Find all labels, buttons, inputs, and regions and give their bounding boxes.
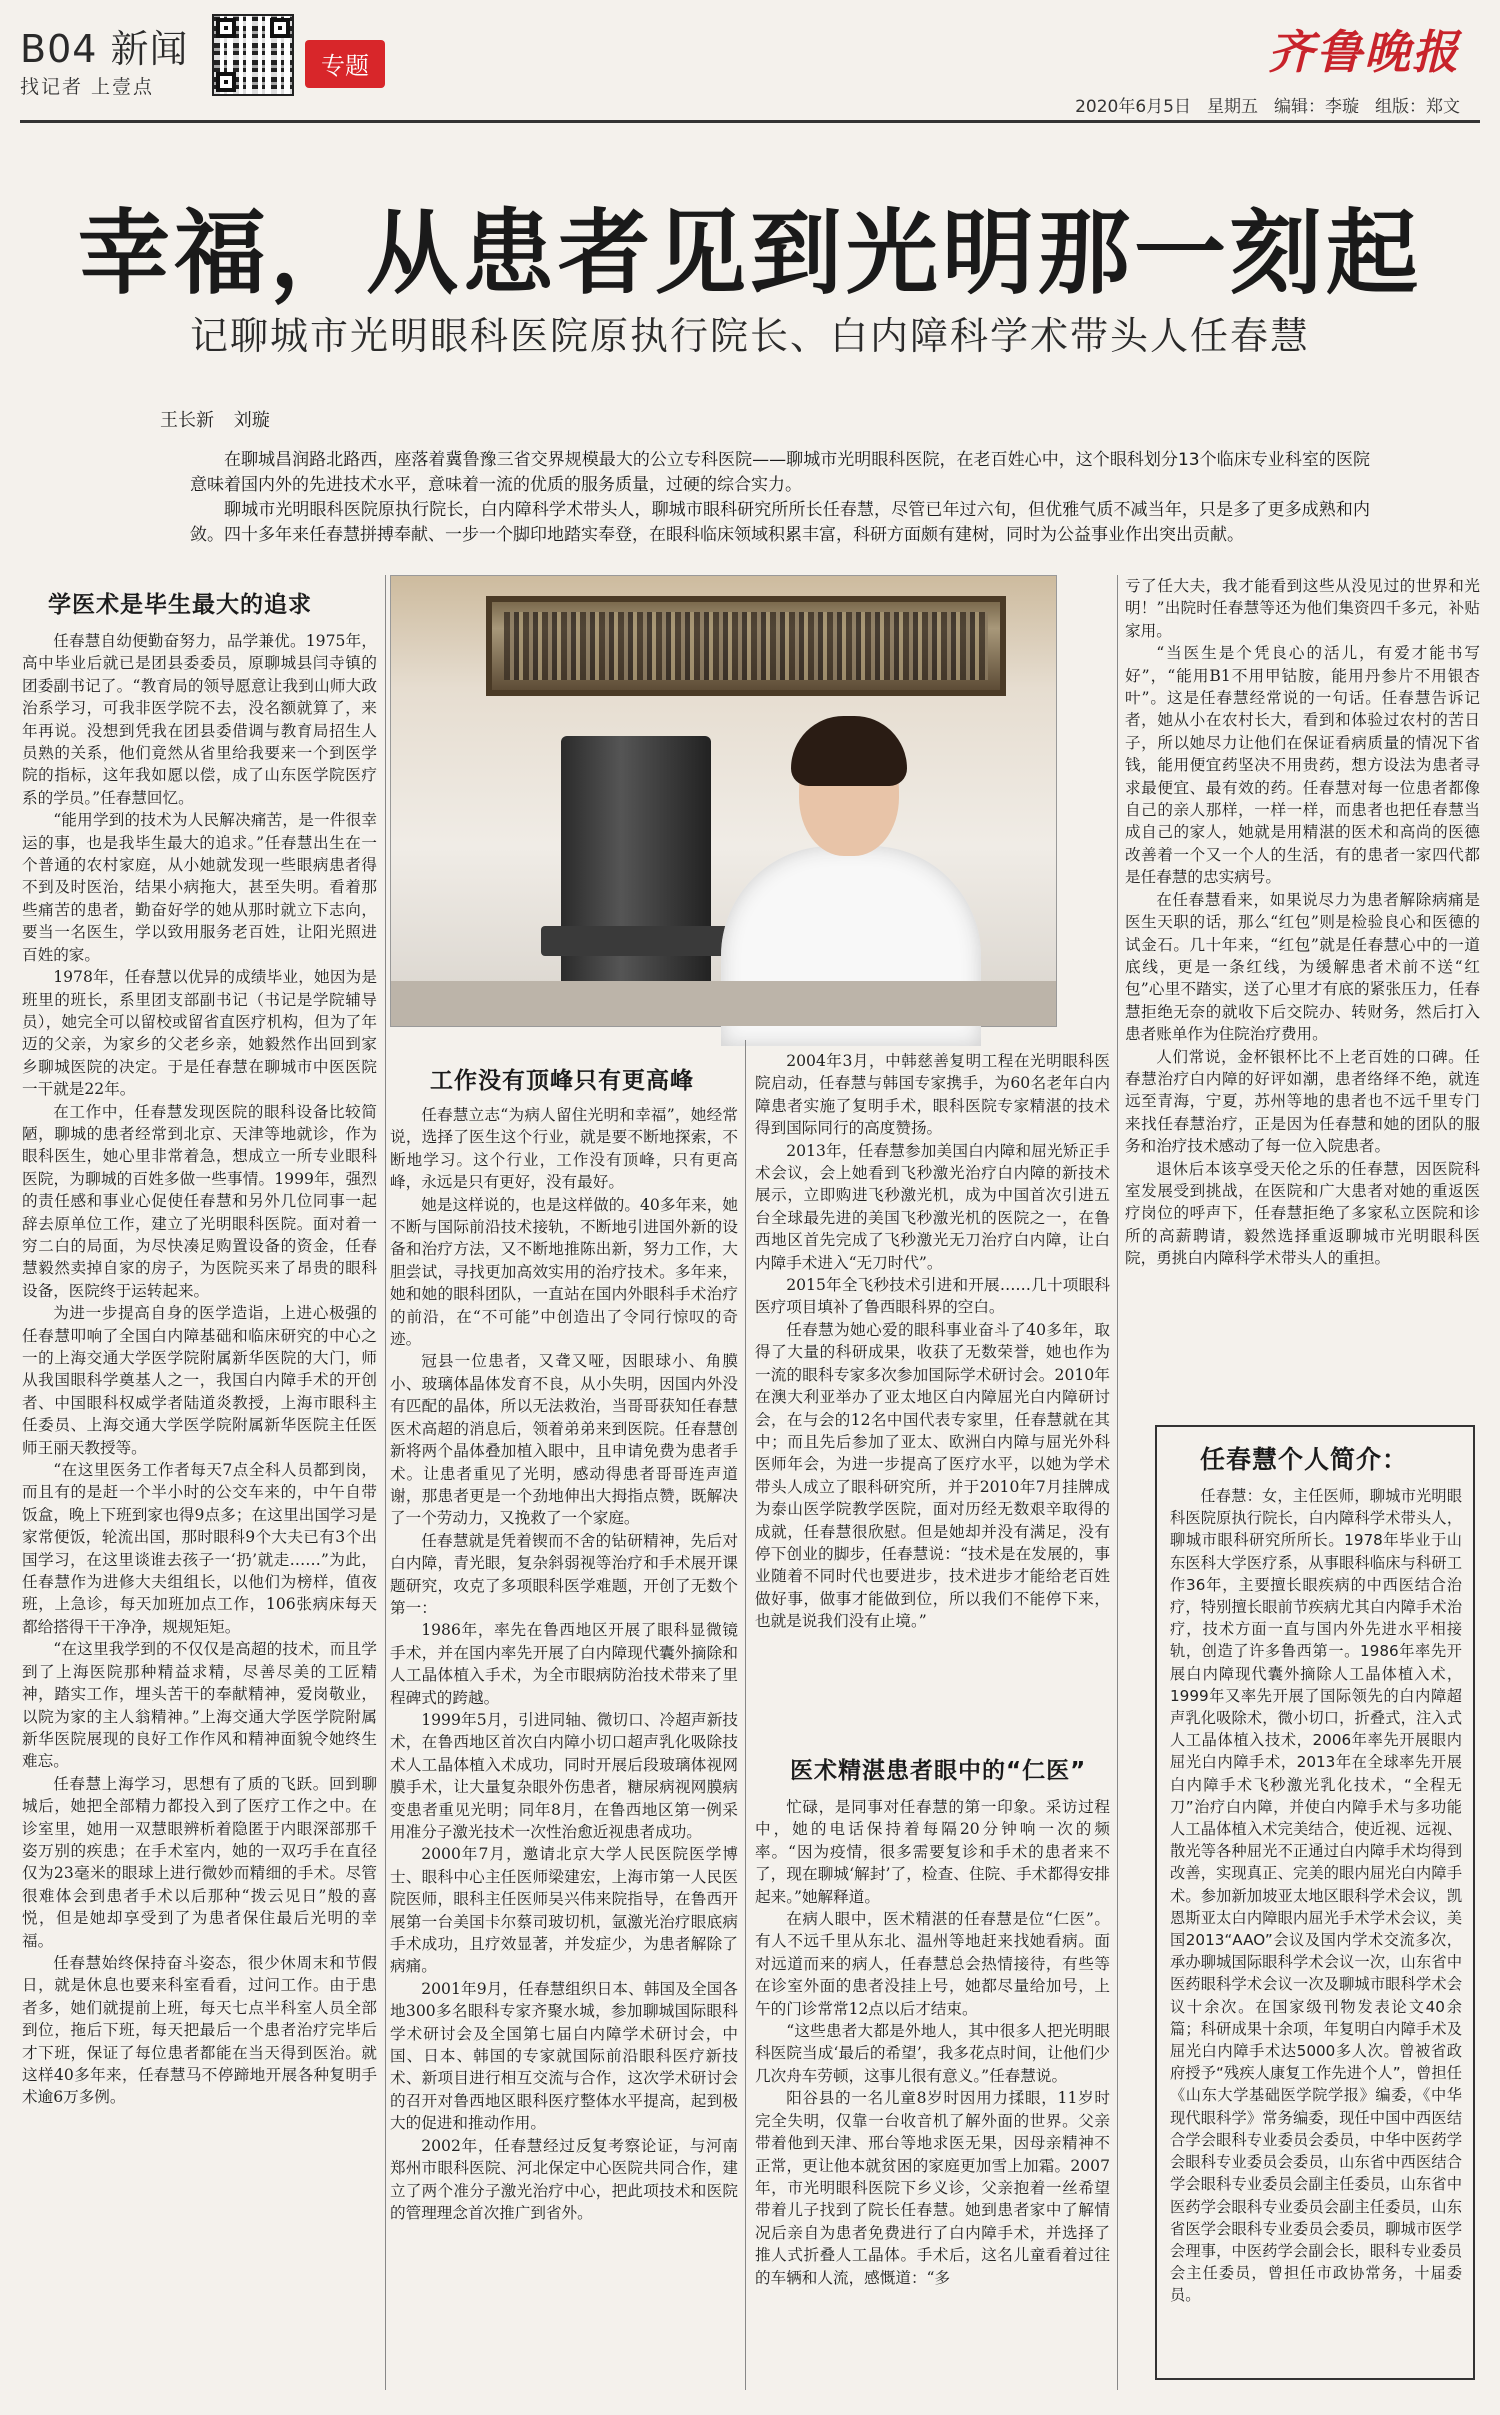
article-title: 幸福，从患者见到光明那一刻起 [77,200,1422,307]
column-3-bottom [755,1796,1110,2390]
paragraph: 2001年9月，任春慧组织日本、韩国及全国各地300多名眼科专家齐聚水城，参加聊城国际眼科学术研讨会及全国第七届白内障学术研讨会，中国、日本、韩国的专家就国际前沿眼科医疗新技术、新项目进行相互交流与合作，这次学术研讨会的召开对鲁西地区眼科医疗整体水平提高，起到极大的促进和推动作用。 [390,1979,738,2133]
paragraph: “在这里医务工作者每天7点全科人员都到岗，而且有的是赶一个半小时的公交车来的，中午自带饭盒，晚上下班到家也得9点多；在这里出国学习是家常便饭，轮流出国，那时眼科9个大夫已有3个出国学习，在这里谈谁去孩子一‘扔’就走……”为此，任春慧作为进修大夫组组长，以他们为榜样，值夜班，上急诊，每天加班加点工作，106张病床每天都给搭得干干净净，规规矩矩。 [22,1461,377,1636]
column-1 [22,630,377,2390]
dateline [1059,92,1460,117]
paragraph: 忙碌，是同事对任春慧的第一印象。采访过程中，她的电话保持着每隔20分钟响一次的频率。“因为疫情，很多需要复诊和手术的患者来不了，现在聊城‘解封’了，检查、住院、手术都得安排起来。”她解释道。 [755,1798,1110,1906]
paragraph: 亏了任大夫，我才能看到这些从没见过的世界和光明！”出院时任春慧等还为他们集资四千多元，补贴家用。 [1125,577,1480,640]
column-3-top [755,1050,1110,1631]
paragraph: 在任春慧看来，如果说尽力为患者解除病痛是医生天职的话，那么“红包”则是检验良心和医德的试金石。几十年来，“红包”就是任春慧心中的一道底线，更是一条红线，为缓解患者术前不送“红包”心里不踏实，送了心里才有底的紧张压力，任春慧拒绝无奈的就收下后交院办、转财务，然后打入患者账单作为住院治疗费用。 [1125,890,1480,1044]
paragraph: 在工作中，任春慧发现医院的眼科设备比较简陋，聊城的患者经常到北京、天津等地就诊，作为眼科医生，她心里非常着急，想成立一所专业眼科医院，为聊城的百姓多做一些事情。1999年，强烈的责任感和事业心促使任春慧和另外几位同事一起辞去原单位工作，建立了光明眼科医院。面对着一穷二白的局面，为尽快凑足购置设备的资金，任春慧毅然卖掉自家的房子，为医院买来了昂贵的眼科设备，医院终于运转起来。 [22,1102,377,1300]
paragraph: 人们常说，金杯银杯比不上老百姓的口碑。任春慧治疗白内障的好评如潮，患者络绎不绝，就连远至青海，宁夏，苏州等地的患者也不远千里专门来找任春慧治疗，正是因为任春慧和她的团队的服务和治疗技术感动了每一位入院患者。 [1125,1047,1480,1156]
page-number: B04 新闻 [20,27,189,71]
paragraph: 阳谷县的一名儿童8岁时因用力揉眼，11岁时完全失明，仅靠一台收音机了解外面的世界。父亲带着他到天津、邢台等地求医无果，因母亲精神不正常，更让他本就贫困的家庭更加雪上加霜。2007年，市光明眼科医院下乡义诊，父亲抱着一丝希望带着儿子找到了院长任春慧。她到患者家中了解情况后亲自为患者免费进行了白内障手术，并选择了推人式折叠人工晶体。手术后，这名儿童看着过往的车辆和人流，感慨道：“多 [755,2089,1110,2287]
paragraph: 任春慧自幼便勤奋努力，品学兼优。1975年，高中毕业后就已是团县委委员，原聊城县闫寺镇的团委副书记了。“教育局的领导愿意让我到山师大政治系学习，可我非医学院不去，没名额就算了，来年再说。没想到凭我在团县委借调与教育局招生人员熟的关系，他们竟然从省里给我要来一个到医学院的指标，这年我如愿以偿，成了山东医学院医疗系的学员。”任春慧回忆。 [22,632,377,807]
profile-heading: 任春慧个人简介： [1200,1445,1409,1474]
paragraph: 任春慧就是凭着锲而不舍的钻研精神，先后对白内障，青光眼，复杂斜弱视等治疗和手术展开课题研究，攻克了多项眼科医学难题，开创了无数个第一： [390,1531,738,1617]
newspaper-logo: 齐鲁晚报 [1268,25,1460,79]
paragraph: 任春慧上海学习，思想有了质的飞跃。回到聊城后，她把全部精力都投入到了医疗工作之中。在诊室里，她用一双慧眼辨析着隐匿于内眼深部那千姿万别的疾患；在手术室内，她的一双巧手在直径仅为23毫米的眼球上进行微妙而精细的手术。尽管很难体会到患者手术以后那种“拨云见日”般的喜悦，但是她却享受到了为患者保住最后光明的幸福。 [22,1774,377,1950]
paragraph: 她是这样说的，也是这样做的。40多年来，她不断与国际前沿技术接轨，不断地引进国外新的设备和治疗方法，又不断地推陈出新，努力工作，大胆尝试，寻找更加高效实用的治疗技术。多年来，她和她的眼科团队，一直站在国内外眼科手术治疗的前沿，在“不可能”中创造出了令同行惊叹的奇迹。 [390,1195,738,1349]
column-divider [1117,575,1118,2390]
paragraph: “在这里我学到的不仅仅是高超的技术，而且学到了上海医院那种精益求精，尽善尽美的工匠精神，踏实工作，埋头苦干的奉献精神，爱岗敬业，以院为家的主人翁精神。”上海交通大学医学院附属新华医院展现的良好工作作风和精神面貌令她终生难忘。 [22,1640,377,1771]
section-heading: 医术精湛患者眼中的“仁医” [790,1758,1087,1784]
column-divider [745,1040,746,2390]
paragraph: 在病人眼中，医术精湛的任春慧是位“仁医”。有人不远千里从东北、温州等地赶来找她看病。面对远道而来的病人，任春慧总会热情接待，有些等在诊室外面的患者没挂上号，她都尽量给加号，上午的门诊常常12点以后才结束。 [755,1910,1110,2018]
date: 2020年6月5日 [1075,97,1191,117]
paragraph: “能用学到的技术为人民解决痛苦，是一件很幸运的事，也是我毕生最大的追求。”任春慧出生在一个普通的农村家庭，从小她就发现一些眼病患者得不到及时医治，结果小病拖大，甚至失明。看着那些痛苦的患者，勤奋好学的她从那时就立下志向，要当一名医生，学以致用服务老百姓，让阳光照进百姓的家。 [22,811,377,964]
editor: 编辑：李璇 [1274,97,1359,117]
column-4 [1125,575,1480,1375]
qr-code-icon[interactable] [212,14,294,96]
column-divider [385,575,386,2390]
paragraph: 冠县一位患者，又聋又哑，因眼球小、角膜小、玻璃体晶体发育不良，从小失明，因国内外没有匹配的晶体，所以无法救治，当哥哥获知任春慧医术高超的消息后，领着弟弟来到医院。任春慧创新将两个晶体叠加植入眼中，且申请免费为患者手术。让患者重见了光明，感动得患者哥哥连声道谢，那患者更是一个劲地伸出大拇指点赞，既解决了一个劳动力，又挽救了一个家庭。 [390,1352,738,1528]
paragraph: 任春慧为她心爱的眼科事业奋斗了40多年，取得了大量的科研成果，收获了无数荣誉，她也作为一流的眼科专家多次参加国际学术研讨会。2010年在澳大利亚举办了亚太地区白内障屈光白内障研讨会，在与会的12名中国代表专家里，任春慧就在其中；而且先后参加了亚太、欧洲白内障与屈光外科医师年会，为进一步提高了医疗水平，以她为学术带头人成立了眼科研究所，并于2010年7月挂牌成为泰山医学院教学医院，面对历经无数艰辛取得的成就，任春慧很欣慰。但是她却并没有满足，没有停下创业的脚步，任春慧说：“技术是在发展的，事业随着不同时代也要进步，技术进步才能给老百姓做好事，做事才能做到位，所以我们不能停下来，也就是说我们没有止境。” [755,1320,1110,1631]
lede [190,448,1370,548]
weekday: 星期五 [1207,97,1258,117]
paragraph: 1999年5月，引进同轴、微切口、冷超声新技术，在鲁西地区首次白内障小切口超声乳化吸除技术人工晶体植入术成功，同时开展后段玻璃体视网膜手术，让大量复杂眼外伤患者，糖尿病视网膜病变患者重见光明；同年8月，在鲁西地区第一例采用准分子激光技术一次性治愈近视患者成功。 [390,1710,738,1841]
paragraph: 1978年，任春慧以优异的成绩毕业，她因为是班里的班长，系里团支部副书记（书记是学院辅导员），她完全可以留校或留省直医疗机构，但为了年迈的父亲，为家乡的父老乡亲，她毅然作出回到家乡聊城医院的决定。于是任春慧在聊城市中医医院一干就是22年。 [22,968,377,1099]
section-name: 新闻 [110,27,189,71]
paragraph: “当医生是个凭良心的活儿，有爱才能书写好”，“能用B1不用甲钴胺，能用丹参片不用银杏叶”。这是任春慧经常说的一句话。任春慧告诉记者，她从小在农村长大，看到和体验过农村的苦日子，所以她尽力让他们在保证看病质量的情况下省钱，能用便宜药坚决不用贵药，想方设法为患者寻求最便宜、最有效的药。任春慧对每一位患者都像自己的亲人那样，一样一样，而患者也把任春慧当成自己的家人，她就是用精湛的医术和高尚的医德改善着一个又一个人的生活，有的患者一家四代都是任春慧的忠实病号。 [1125,644,1480,887]
paragraph: 2000年7月，邀请北京大学人民医院医学博士、眼科中心主任医师梁建宏，上海市第一人民医院医师，眼科主任医师吴兴伟来院指导，在鲁西开展第一台美国卡尔蔡司玻切机，氩激光治疗眼底病手术成功，且疗效显著，并发症少，为患者解除了病痛。 [390,1845,738,1976]
paragraph: 2004年3月，中韩慈善复明工程在光明眼科医院启动，任春慧与韩国专家携手，为60名老年白内障患者实施了复明手术，眼科医院专家精湛的技术得到国际同行的高度赞扬。 [755,1052,1110,1138]
profile-text [1170,1485,1462,2365]
paragraph: 任春慧立志“为病人留住光明和幸福”，她经常说，选择了医生这个行业，就是要不断地探索，不断地学习。这个行业，工作没有顶峰，只有更高峰，永远是只有更好，没有最好。 [390,1106,738,1192]
layout-editor: 组版：郑文 [1375,97,1460,117]
paragraph: 退休后本该享受天伦之乐的任春慧，因医院科室发展受到挑战，在医院和广大患者对她的重返医疗岗位的呼声下，任春慧拒绝了多家私立医院和诊所的高薪聘请，毅然选择重返聊城市光明眼科医院，勇挑白内障科学术带头人的重担。 [1125,1159,1480,1268]
paragraph: 任春慧：女，主任医师，聊城市光明眼科医院原执行院长，白内障科学术带头人，聊城市眼科研究所所长。1978年毕业于山东医科大学医疗系，从事眼科临床与科研工作36年，主要擅长眼疾病的中西医结合治疗，特别擅长眼前节疾病尤其白内障手术治疗，技术方面一直与国内外先进水平相接轨，创造了许多鲁西第一。1986年率先开展白内障现代囊外摘除人工晶体植入术，1999年又率先开展了国际领先的白内障超声乳化吸除术，微小切口，折叠式，注入式人工晶体植入技术，2006年率先开展眼内屈光白内障手术，2013年在全球率先开展白内障手术飞秒激光乳化技术，“全程无刀”治疗白内障，并使白内障手术与多功能人工晶体植入术完美结合，使近视、远视、散光等各种屈光不正通过白内障手术均得到改善，实现真正、完美的眼内屈光白内障手术。参加新加坡亚太地区眼科学术会议，凯恩斯亚太白内障眼内屈光手术学术会议，美国2013“AAO”会议及国内学术交流多次，承办聊城国际眼科学术会议一次，山东省中医药眼科学术会议一次及聊城市眼科学术会议十余次。在国家级刊物发表论文40余篇；科研成果十余项，年复明白内障手术及屈光白内障手术达5000多人次。曾被省政府授予“残疾人康复工作先进个人”，曾担任《山东大学基础医学院学报》编委，《中华现代眼科学》常务编委，现任中国中西医结合学会眼科专业委员会委员，中华中医药学会眼科专业委员会委员，山东省中西医结合学会眼科专业委员会副主任委员，山东省中医药学会眼科专业委员会副主任委员，山东省医学会眼科专业委员会委员，聊城市医学会理事，中医药学会副会长，眼科专业委员会主任委员，曾担任市政协常务，十届委员。 [1170,1487,1462,2305]
paragraph: “这些患者大都是外地人，其中很多人把光明眼科医院当成‘最后的希望’，我多花点时间，让他们少几次舟车劳顿，这事儿很有意义。”任春慧说。 [755,2022,1110,2085]
paragraph: 2015年全飞秒技术引进和开展……几十项眼科医疗项目填补了鲁西眼科界的空白。 [755,1276,1110,1317]
paragraph: 2013年，任春慧参加美国白内障和屈光矫正手术会议，会上她看到飞秒激光治疗白内障的新技术展示，立即购进飞秒激光机，成为中国首次引进五台全球最先进的美国飞秒激光机的医院之一，在鲁西地区首先完成了飞秒激光无刀治疗白内障，让白内障手术进入“无刀时代”。 [755,1141,1110,1272]
lede-paragraph: 聊城市光明眼科医院原执行院长，白内障科学术带头人，聊城市眼科研究所所长任春慧，尽管已年过六旬，但优雅气质不减当年，只是多了更多成熟和内敛。四十多年来任春慧拼搏奉献、一步一个脚印地踏实奉登，在眼科临床领域积累丰富，科研方面颇有建树，同时为公益事业作出突出贡献。 [190,500,1370,545]
section-heading: 工作没有顶峰只有更高峰 [430,1068,694,1094]
lede-paragraph: 在聊城昌润路北路西，座落着冀鲁豫三省交界规模最大的公立专科医院——聊城市光明眼科医院，在老百姓心中，这个眼科划分13个临床专业科室的医院意味着国内外的先进技术水平，意味着一流的优质的服务质量，过硬的综合实力。 [190,450,1370,495]
header-slogan: 找记者 上壹点 [20,76,155,98]
article-subtitle: 记聊城市光明眼科医院原执行院长、白内障科学术带头人任春慧 [189,314,1310,358]
section-heading: 学医术是毕生最大的追求 [48,592,312,618]
portrait-photo [390,575,1057,1027]
paragraph: 1986年，率先在鲁西地区开展了眼科显微镜手术，并在国内率先开展了白内障现代囊外摘除和人工晶体植入手术，为全市眼病防治技术带来了里程碑式的跨越。 [390,1621,738,1707]
paragraph: 为进一步提高自身的医学造诣，上进心极强的任春慧叩响了全国白内障基础和临床研究的中心之一的上海交通大学医学院附属新华医院的大门，师从我国眼科学奠基人之一，我国白内障手术的开创者、中国眼科权威学者陆道炎教授，上海市眼科主任委员、上海交通大学医学院附属新华医院主任医师王丽天教授等。 [22,1304,377,1457]
paragraph: 任春慧始终保持奋斗姿态，很少休周末和节假日，就是休息也要来科室看看，过问工作。由于患者多，她们就提前上班，每天七点半科室人员全部到位，拖后下班，每天把最后一个患者治疗完毕后才下班，保证了每位患者都能在当天得到医治。就这样40多年来，任春慧马不停蹄地开展各种复明手术逾6万多例。 [22,1953,377,2107]
column-2 [390,1104,738,2389]
paragraph: 2002年，任春慧经过反复考察论证，与河南郑州市眼科医院、河北保定中心医院共同合作，建立了两个准分子激光治疗中心，把此项技术和医院的管理理念首次推广到省外。 [390,2136,738,2222]
topic-tag: 专题 [305,40,385,88]
header-divider [20,120,1480,123]
byline: 王长新 刘璇 [160,410,270,431]
